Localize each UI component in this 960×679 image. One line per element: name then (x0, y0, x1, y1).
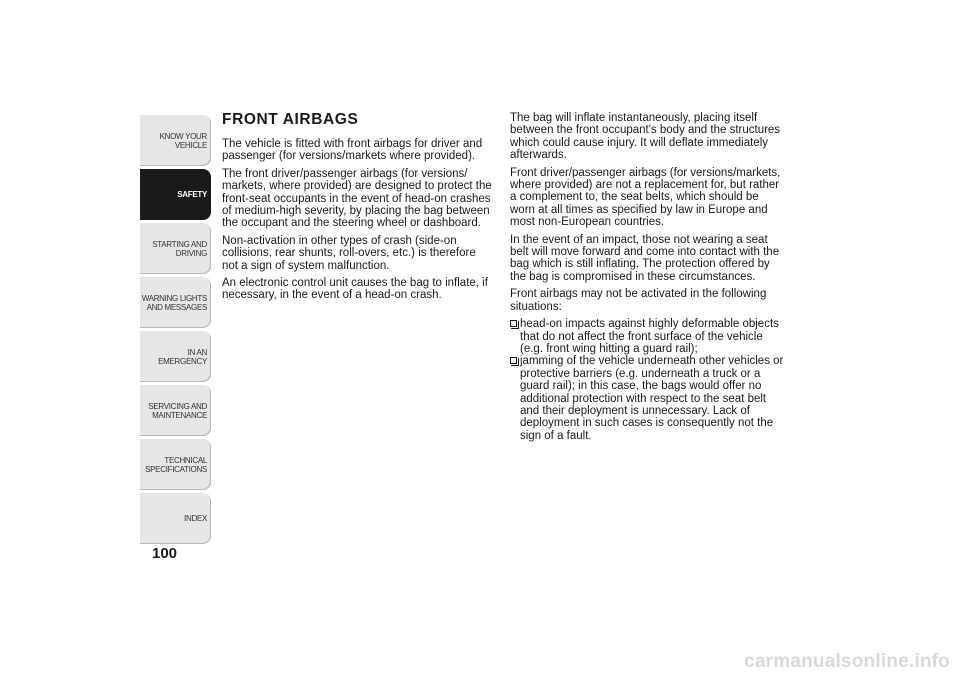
tab-servicing-and-maintenance[interactable]: SERVICING AND MAINTENANCE (140, 385, 211, 436)
paragraph: The vehicle is fitted with front airbags for driver and passenger (for versions/markets where provided). (222, 138, 483, 163)
tab-technical-specifications[interactable]: TECHNICAL SPECIFICATIONS (140, 439, 211, 490)
left-column (222, 112, 494, 307)
paragraph: The front driver/passenger airbags (for versions/ markets, where provided) are designed to protect the front-seat occupants in the event of head-on crashes of medium-high severity, by placing the bag between the occupant and the steering wheel or dashboard. (222, 167, 492, 230)
paragraph: In the event of an impact, those not wearing a seat belt will move forward and come into contact with the bag which is still inflating. The protection offered by the bag is compromised in these circumstances. (510, 233, 780, 283)
checkbox-bullet-icon (510, 357, 517, 364)
tab-starting-and-driving[interactable]: STARTING AND DRIVING (140, 223, 211, 274)
watermark: carmanualsonline.info (744, 651, 950, 672)
paragraph: Non-activation in other types of crash (side-on collisions, rear shunts, roll-overs, etc.) is therefore not a sign of system malfunction. (222, 234, 476, 272)
paragraph: An electronic control unit causes the bag to inflate, if necessary, in the event of a head-on crash. (222, 277, 488, 302)
paragraph: Front airbags may not be activated in the following situations: (510, 288, 767, 313)
paragraph: Front driver/passenger airbags (for versions/markets, where provided) are not a replacement for, but rather a complement to, the seat belts, which should be worn at all times as specified by law in Europe and most non-European countries. (510, 166, 781, 229)
list-item-text: jamming of the vehicle underneath other vehicles or protective barriers (e.g. underneath a truck or a guard rail); in this case, the bags would offer no additional protection with respect to the seat belt and their deployment is unnecessary. Lack of deployment in such cases is consequently not the sign of a fault. (520, 355, 784, 442)
page-number: 100 (152, 545, 178, 562)
tab-safety[interactable]: SAFETY (140, 169, 211, 220)
tab-index[interactable]: INDEX (140, 493, 211, 544)
list-item-text: head-on impacts against highly deformable objects that do not affect the front surface of the vehicle (e.g. front wing hitting a guard rail); (520, 318, 779, 355)
paragraph: The bag will inflate instantaneously, placing itself between the front occupant's body and the structures which could cause injury. It will deflate immediately afterwards. (510, 112, 781, 162)
right-column (510, 112, 785, 442)
list-item (510, 318, 785, 355)
checkbox-bullet-icon (510, 320, 517, 327)
tab-warning-lights[interactable]: WARNING LIGHTS AND MESSAGES (140, 277, 211, 328)
tab-in-an-emergency[interactable]: IN AN EMERGENCY (140, 331, 211, 382)
section-heading: FRONT AIRBAGS (222, 111, 359, 128)
bullet-list (510, 318, 785, 442)
tab-know-your-vehicle[interactable]: KNOW YOUR VEHICLE (140, 115, 211, 166)
list-item (510, 355, 785, 442)
